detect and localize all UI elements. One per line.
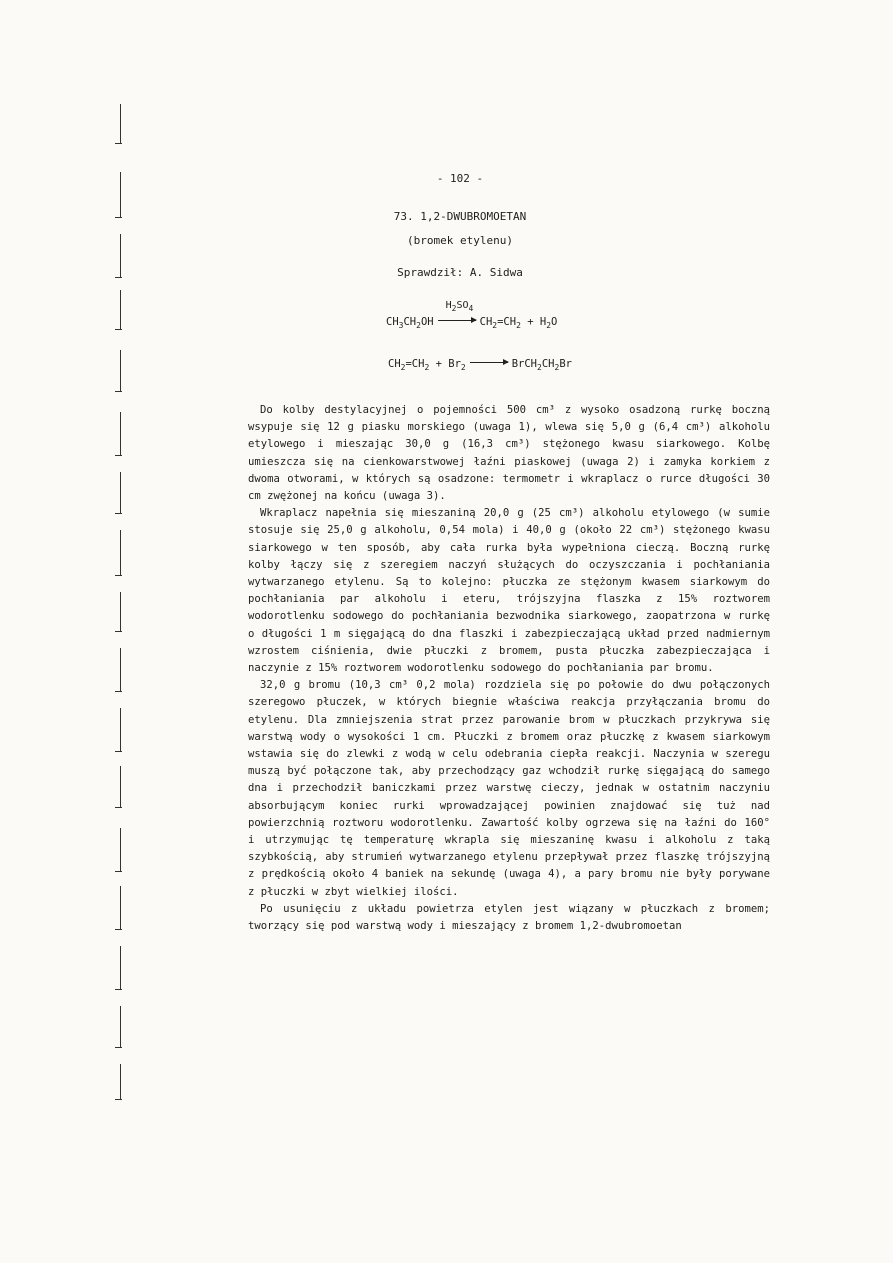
paragraph-2: Wkraplacz napełnia się mieszaniną 20,0 g (25 cm³) alkoholu etylowego (w sumie stosuje się 25,0 g alkoholu, 0,54 mola) i 40,0 g (około 22 cm³) stężonego kwasu siarkowego w ten sposób, aby cała rurka była wypełniona cieczą. Boczną rurkę kolby łączy się z szeregiem naczyń służących do oczyszczania i pochłaniania wytwarzanego etylenu. Są to kolejno: płuczka ze stężonym kwasem siarkowym do pochłaniania par alkoholu i eteru, trójszyjna flaszka z 15% roztworem wodorotlenku sodowego do pochłaniania bezwodnika siarkowego, zaopatrzona w rurkę o długości 1 m sięgającą do dna flaszki i zabezpieczającą układ przed nadmiernym wzrostem ciśnienia, dwie płuczki z bromem, pusta płuczka zabezpieczająca i naczynie z 15% roztworem wodorotlenku sodowego do pochłaniania par bromu. bbox=[248, 507, 770, 675]
equation-2: $CH_2=CH_2 + Br_2$ $BrCH_2CH_2Br$ bbox=[388, 358, 572, 372]
binder-mark bbox=[112, 234, 121, 278]
binder-mark bbox=[112, 1006, 121, 1048]
page-title: 73. 1,2-DWUBROMOETAN bbox=[393, 210, 527, 223]
binder-mark bbox=[112, 592, 121, 632]
equation-1: $CH_3CH_2OH$ $H_2SO_4$ $CH_2=CH_2 + H_2O$ bbox=[386, 300, 558, 330]
binder-mark bbox=[112, 886, 121, 930]
binder-mark bbox=[112, 350, 121, 392]
page-subtitle: (bromek etylenu) bbox=[407, 234, 513, 247]
binder-mark bbox=[112, 946, 121, 990]
binder-mark bbox=[112, 648, 121, 692]
binder-mark bbox=[112, 708, 121, 752]
checked-by: Sprawdził: A. Sidwa bbox=[397, 266, 523, 279]
binder-mark bbox=[112, 412, 121, 456]
binder-mark bbox=[112, 766, 121, 808]
binder-mark bbox=[112, 290, 121, 330]
paragraph-4: Po usunięciu z układu powietrza etylen jest wiązany w płuczkach z bromem; tworzący się pod warstwą wody i mieszający z bromem 1,2-dwubromoetan bbox=[248, 902, 770, 933]
paragraph-3: 32,0 g bromu (10,3 cm³ 0,2 mola) rozdziela się po połowie do dwu połączonych szeregowo płuczek, w których biegnie właściwa reakcja przyłączania bromu do etylenu. Dla zmniejszenia strat przez parowanie brom w płuczkach przykrywa się warstwą wody o wysokości 1 cm. Płuczki z bromem oraz płuczkę z kwasem siarkowym wstawia się do zlewki z wodą w celu odebrania ciepła reakcji. Naczynia w szeregu muszą być połączone tak, aby przechodzący gaz wchodził rurkę sięgającą do samego dna i przechodził baniczkami przez warstwę cieczy, jednak w ostatnim naczyniu absorbującym koniec rurki wprowadzającej powinien znajdować się tuż nad powierzchnią roztworu wodorotlenku. Zawartość kolby ogrzewa się na łaźni do 160° i utrzymując tę temperaturę wkrapla się mieszaninę kwasu i alkoholu z taką szybkością, aby strumień wytwarzanego etylenu przepływał przez flaszkę trójszyjną z prędkością około 4 baniek na sekundę (uwaga 4), a pary bromu nie były porywane z płuczki w zbyt wielkiej ilości. bbox=[248, 679, 770, 898]
page-number: - 102 - bbox=[436, 172, 484, 185]
binder-mark bbox=[112, 104, 121, 144]
paragraph-1: Do kolby destylacyjnej o pojemności 500 cm³ z wysoko osadzoną rurkę boczną wsypuje się 12 g piasku morskiego (uwaga 1), wlewa się 5,0 g (6,4 cm³) alkoholu etylowego i mieszając 30,0 g (16,3 cm³) stężonego kwasu siarkowego. Kolbę umieszcza się na cienkowarstwowej łaźni piaskowej (uwaga 2) i zamyka korkiem z dwoma otworami, w których są osadzone: termometr i wkraplacz o rurce długości 30 cm zwężonej na końcu (uwaga 3). bbox=[248, 404, 770, 503]
binder-mark bbox=[112, 828, 121, 872]
binder-mark bbox=[112, 530, 121, 576]
binder-mark bbox=[112, 1064, 121, 1100]
body-text bbox=[248, 402, 770, 935]
binder-mark bbox=[112, 472, 121, 514]
binder-mark bbox=[112, 172, 121, 218]
